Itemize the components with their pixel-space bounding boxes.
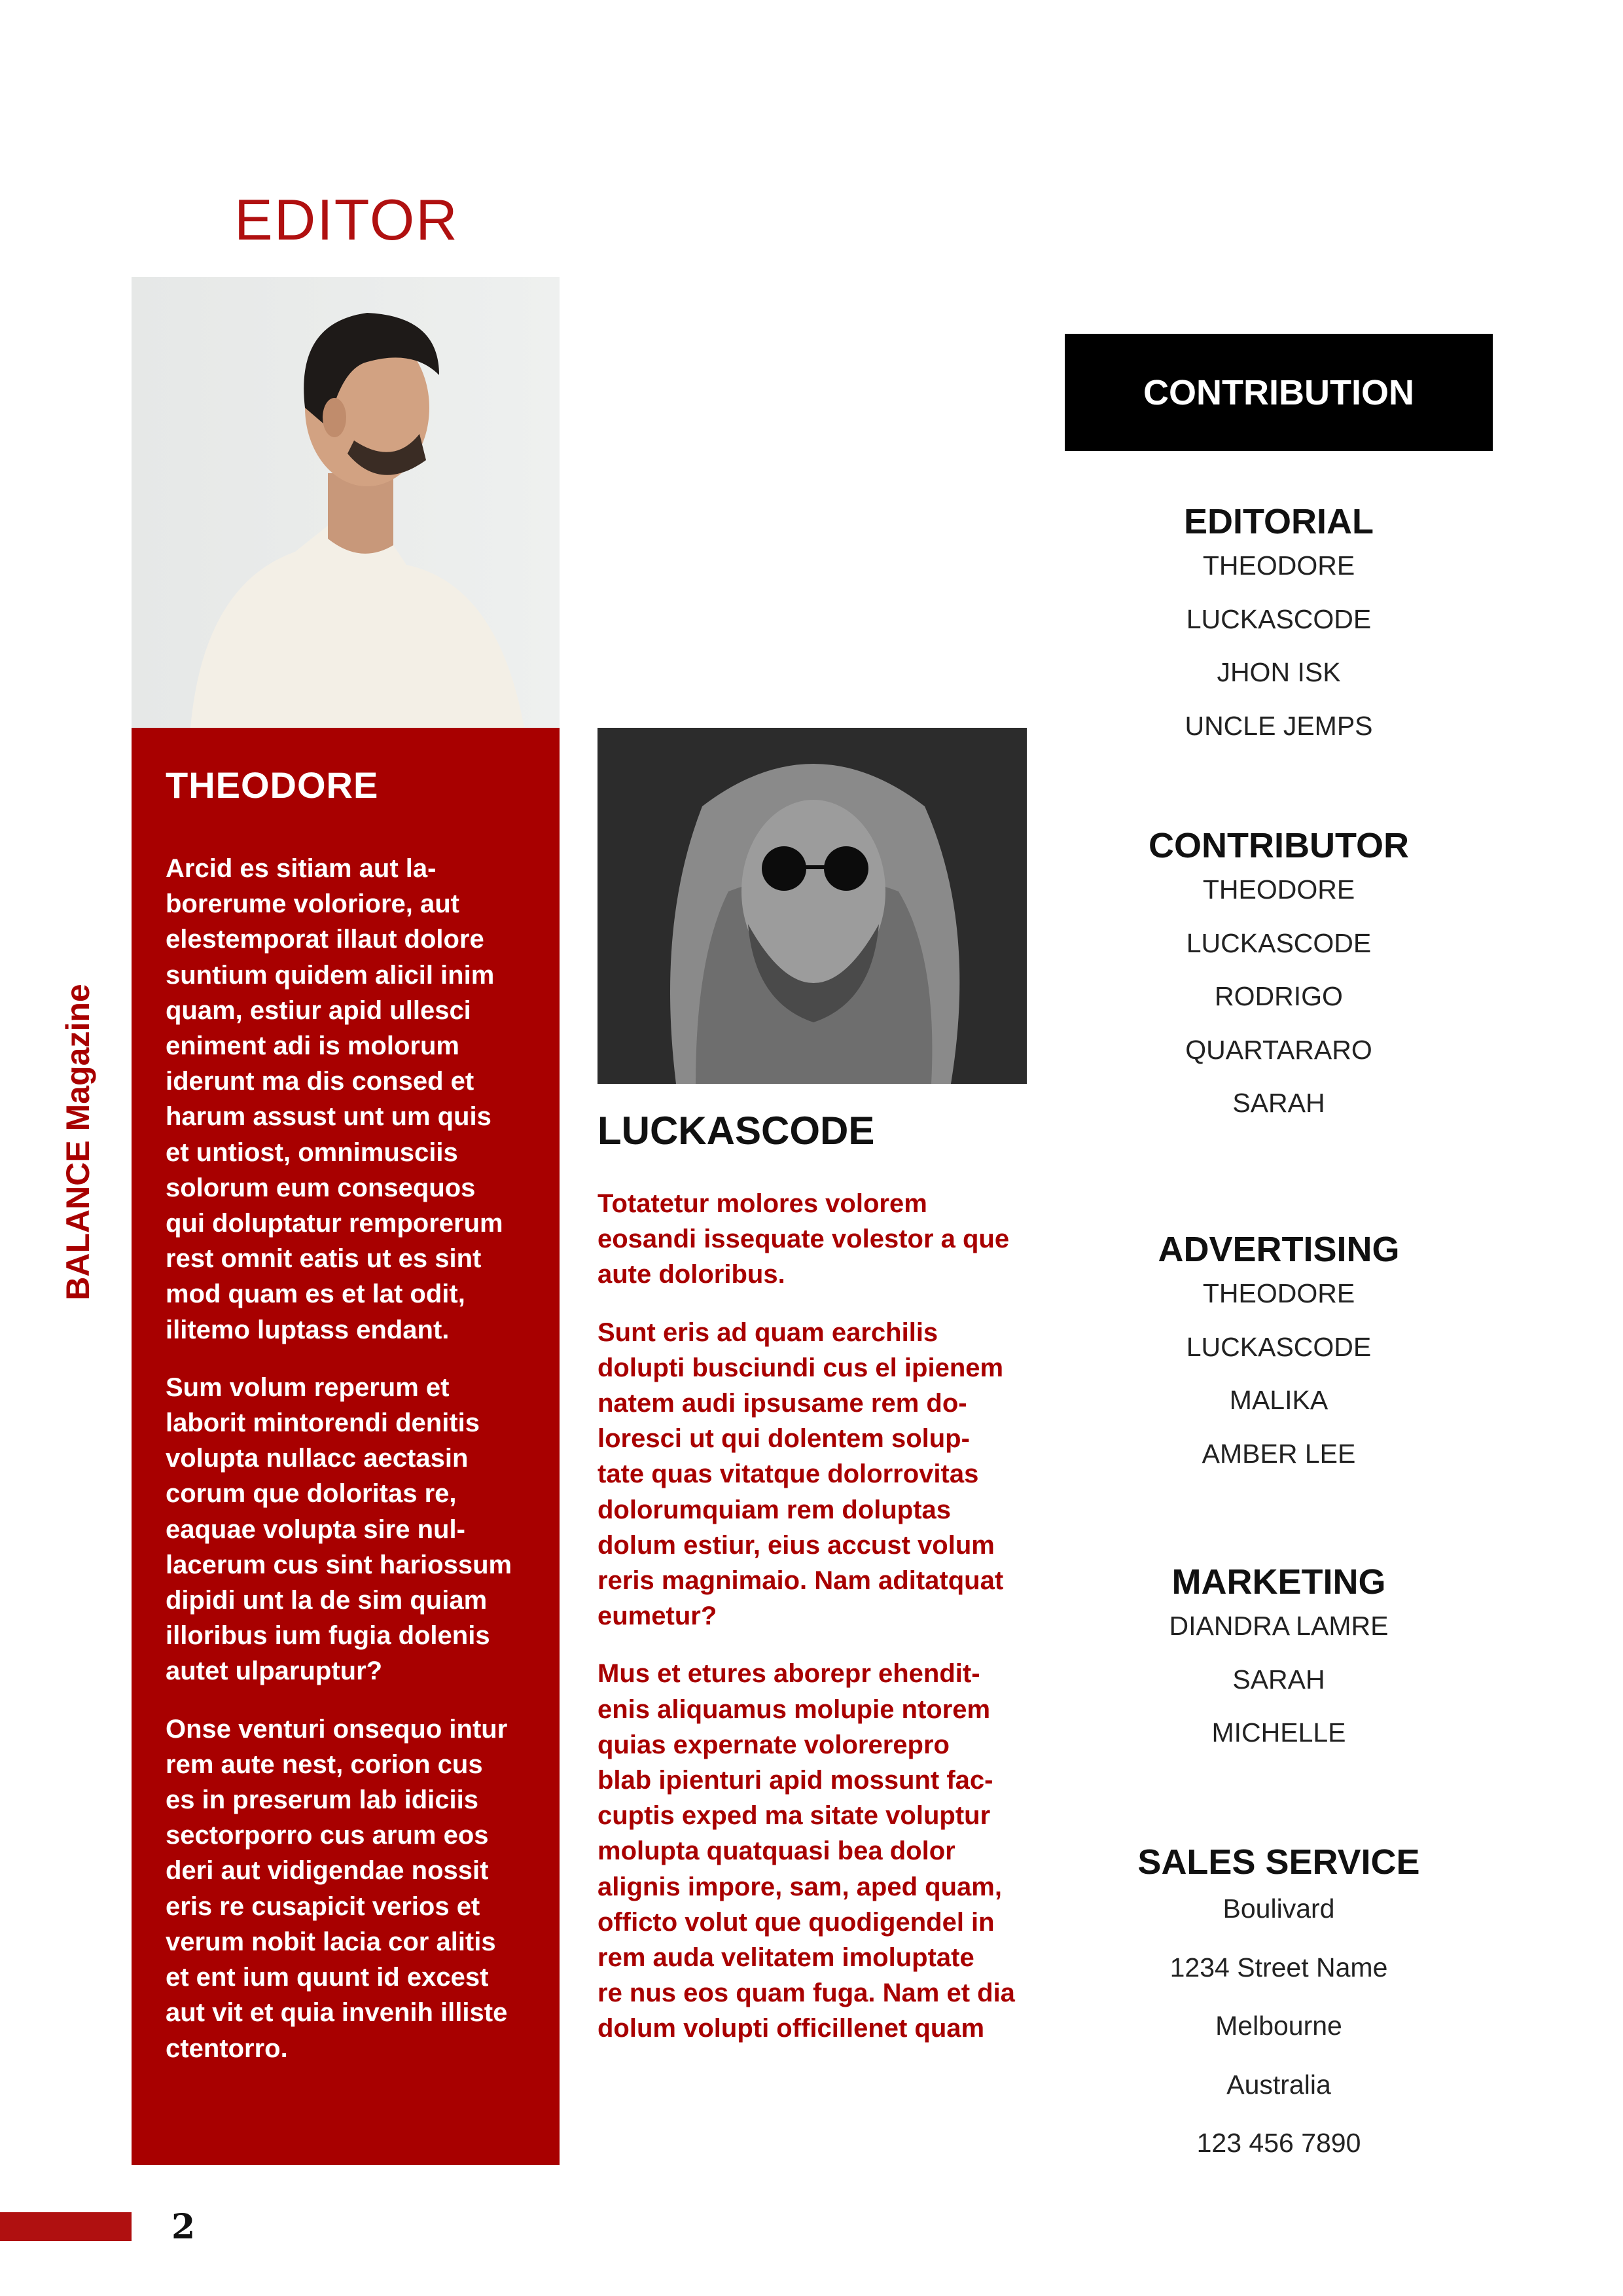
- text-line: tate quas vitatque dolorrovitas: [597, 1460, 979, 1489]
- section-marketing: [1065, 1564, 1493, 1760]
- contributor-name: JHON ISK: [1217, 657, 1341, 688]
- text-line: verum nobit lacia cor alitis: [166, 1927, 496, 1956]
- paragraph-gap: [166, 1689, 512, 1712]
- section-title: EDITORIAL: [1183, 502, 1374, 541]
- section-editorial: [1065, 504, 1493, 753]
- text-line: elestemporat illaut dolore: [166, 925, 484, 954]
- text-line: et ent ium quunt id excest: [166, 1963, 489, 1992]
- text-line: officto volut que quodigendel in: [597, 1907, 995, 1937]
- text-line: Sum volum reperum et: [166, 1372, 450, 1402]
- contributor-name: Melbourne: [1215, 2011, 1342, 2041]
- luckascode-name: LUCKASCODE: [597, 1109, 875, 1153]
- text-line: quam, estiur apid ullesci: [166, 996, 471, 1025]
- text-line: molupta quatquasi bea dolor: [597, 1837, 955, 1866]
- section-title: SALES SERVICE: [1137, 1842, 1420, 1882]
- contributor-name: LUCKASCODE: [1186, 603, 1372, 634]
- text-line: ilitemo luptass endant.: [166, 1315, 450, 1344]
- text-line: aut vit et quia invenih illiste: [166, 1998, 508, 2028]
- contributor-name: Boulivard: [1222, 1893, 1335, 1924]
- paragraph: [166, 1712, 512, 2066]
- text-line: Arcid es sitiam aut la-: [166, 854, 437, 883]
- text-line: illoribus ium fugia dolenis: [166, 1621, 490, 1651]
- paragraph: [597, 1315, 1015, 1634]
- text-line: deri aut vidigendae nossit: [166, 1856, 489, 1886]
- text-line: Sunt eris ad quam earchilis: [597, 1318, 938, 1347]
- text-line: natem audi ipsusame rem do-: [597, 1389, 967, 1418]
- theodore-bio: [166, 851, 512, 2066]
- text-line: dolorumquiam rem doluptas: [597, 1495, 952, 1524]
- contributor-name: DIANDRA LAMRE: [1169, 1611, 1389, 1641]
- text-line: dipidi unt la de sim quiam: [166, 1586, 488, 1615]
- paragraph: [597, 1186, 1015, 1293]
- paragraph-gap: [166, 1348, 512, 1370]
- text-line: alignis impore, sam, aped quam,: [597, 1872, 1002, 1901]
- text-line: reris magnimaio. Nam aditatquat: [597, 1566, 1004, 1596]
- text-line: qui doluptatur remporerum: [166, 1209, 503, 1238]
- text-line: dolupti busciundi cus el ipienem: [597, 1353, 1004, 1382]
- paragraph-gap: [597, 1634, 1015, 1656]
- text-line: dolum estiur, eius accust volum: [597, 1530, 995, 1560]
- contributor-name: AMBER LEE: [1202, 1438, 1356, 1469]
- text-line: quias expernate volorerepro: [597, 1730, 950, 1759]
- magazine-title-rest: Magazine: [60, 984, 96, 1132]
- contributor-name: MICHELLE: [1211, 1717, 1346, 1748]
- text-line: es in preserum lab idiciis: [166, 1785, 478, 1815]
- text-line: autet ulparuptur?: [166, 1657, 383, 1686]
- text-line: suntium quidem alicil inim: [166, 960, 495, 990]
- page-number-bar: [0, 2212, 132, 2241]
- text-line: et untiost, omnimusciis: [166, 1138, 458, 1167]
- text-line: eris re cusapicit verios et: [166, 1892, 480, 1921]
- contributor-name: MALIKA: [1229, 1385, 1329, 1416]
- section-sales-service: [1065, 1844, 1493, 2173]
- contributor-name: THEODORE: [1202, 1278, 1355, 1308]
- paragraph: [166, 1370, 512, 1689]
- text-line: blab ipienturi apid mossunt fac-: [597, 1766, 993, 1795]
- text-line: re nus eos quam fuga. Nam et dia: [597, 1979, 1015, 2008]
- editor-portrait-photo: [132, 277, 560, 728]
- text-line: corum que doloritas re,: [166, 1479, 457, 1509]
- contributor-name: QUARTARARO: [1185, 1034, 1372, 1065]
- text-line: loresci ut qui dolentem solup-: [597, 1424, 970, 1454]
- luckascode-bio: [597, 1186, 1015, 2047]
- text-line: eaquae volupta sire nul-: [166, 1515, 465, 1544]
- contributor-name: LUCKASCODE: [1186, 927, 1372, 958]
- paragraph: [166, 851, 512, 1348]
- text-line: eumetur?: [597, 1602, 717, 1631]
- text-line: rem aute nest, corion cus: [166, 1749, 483, 1779]
- contributor-name: UNCLE JEMPS: [1185, 710, 1373, 741]
- text-line: iderunt ma dis consed et: [166, 1067, 474, 1096]
- section-advertising: [1065, 1232, 1493, 1480]
- contribution-header: CONTRIBUTION: [1065, 334, 1493, 451]
- contributor-name: 1234 Street Name: [1169, 1952, 1388, 1982]
- text-line: mod quam es et lat odit,: [166, 1280, 465, 1309]
- editor-heading: EDITOR: [234, 187, 459, 252]
- text-line: solorum eum consequos: [166, 1173, 476, 1202]
- contributor-name: RODRIGO: [1215, 981, 1343, 1012]
- contributor-name: THEODORE: [1202, 874, 1355, 905]
- text-line: rest omnit eatis ut es sint: [166, 1244, 482, 1274]
- text-line: Totatetur molores volorem: [597, 1189, 927, 1218]
- text-line: rem auda velitatem imoluptate: [597, 1943, 974, 1973]
- text-line: eniment adi is molorum: [166, 1031, 459, 1061]
- section-title: CONTRIBUTOR: [1149, 826, 1409, 865]
- text-line: laborit mintorendi denitis: [166, 1408, 480, 1438]
- text-line: dolum volupti officillenet quam: [597, 2014, 985, 2043]
- text-line: enis aliquamus molupie ntorem: [597, 1695, 991, 1724]
- paragraph-gap: [597, 1293, 1015, 1315]
- text-line: harum assust unt um quis: [166, 1102, 491, 1132]
- page-number: 2: [171, 2207, 196, 2247]
- contributor-name: THEODORE: [1202, 550, 1355, 581]
- text-line: eosandi issequate volestor a que: [597, 1225, 1010, 1254]
- magazine-vertical-title: [59, 984, 97, 1300]
- text-line: cuptis exped ma sitate voluptur: [597, 1801, 991, 1831]
- text-line: lacerum cus sint hariossum: [166, 1550, 512, 1579]
- magazine-title-bold: BALANCE: [60, 1140, 96, 1300]
- text-line: Onse venturi onsequo intur: [166, 1714, 508, 1744]
- contributor-name: Australia: [1226, 2069, 1331, 2100]
- contributor-name: SARAH: [1232, 1664, 1325, 1695]
- section-contributor: [1065, 828, 1493, 1130]
- text-line: ctentorro.: [166, 2034, 288, 2063]
- text-line: Mus et etures aborepr ehendit-: [597, 1659, 980, 1689]
- section-title: ADVERTISING: [1158, 1230, 1400, 1269]
- text-line: volupta nullacc aectasin: [166, 1444, 469, 1473]
- theodore-name: THEODORE: [166, 764, 379, 806]
- contributor-name: SARAH: [1232, 1088, 1325, 1119]
- contributor-name: 123 456 7890: [1196, 2128, 1361, 2158]
- text-line: sectorporro cus arum eos: [166, 1821, 489, 1850]
- text-line: aute doloribus.: [597, 1260, 785, 1289]
- luckascode-portrait-photo: [597, 728, 1027, 1084]
- text-line: borerume voloriore, aut: [166, 889, 459, 919]
- contributor-name: LUCKASCODE: [1186, 1331, 1372, 1362]
- paragraph: [597, 1656, 1015, 2046]
- section-title: MARKETING: [1171, 1562, 1386, 1602]
